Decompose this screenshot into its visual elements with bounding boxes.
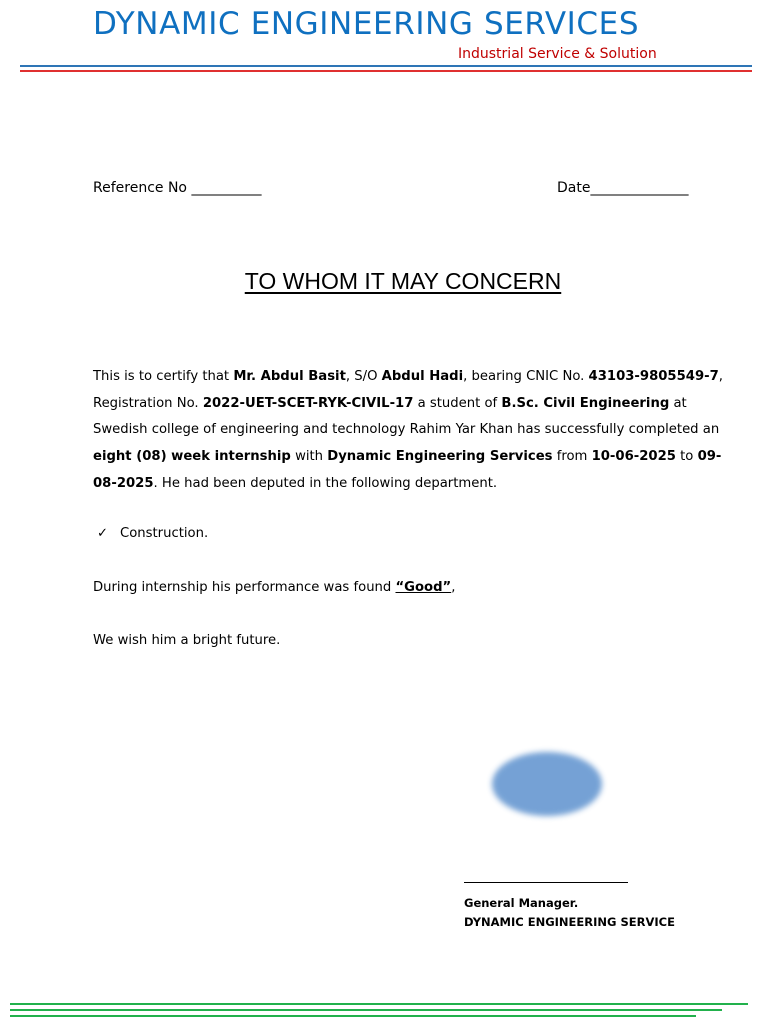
performance-statement: During internship his performance was found “Good”,: [93, 580, 456, 595]
document-heading: TO WHOM IT MAY CONCERN: [244, 268, 562, 294]
company-reference: Dynamic Engineering Services: [327, 449, 553, 465]
date-field: [557, 180, 688, 196]
reference-blank: __________: [191, 180, 262, 196]
footer-rule-1: [10, 1003, 748, 1005]
closing-wish: We wish him a bright future.: [93, 633, 281, 648]
company-name: DYNAMIC ENGINEERING SERVICES: [93, 6, 640, 42]
date-label: Date: [557, 180, 591, 196]
reference-label: Reference No: [93, 180, 187, 196]
checkmark-icon: ✓: [97, 526, 109, 541]
program-name: B.Sc. Civil Engineering: [501, 395, 670, 411]
footer-rule-2: [10, 1009, 722, 1011]
footer-rule-3: [10, 1015, 696, 1017]
reference-number: [93, 180, 261, 196]
signatory-title: General Manager.: [464, 896, 579, 910]
internship-duration: eight (08) week internship: [93, 449, 291, 465]
department-list-item: [97, 526, 208, 541]
signatory-organization: DYNAMIC ENGINEERING SERVICE: [464, 915, 675, 929]
blurred-stamp: [492, 752, 602, 816]
signature-line: [464, 882, 628, 883]
header-rule-blue: [20, 65, 752, 67]
department-name: Construction.: [120, 526, 209, 541]
start-date: 10-06-2025: [591, 449, 676, 465]
end-date: 09-08-2025: [93, 449, 722, 491]
certificate-paragraph: This is to certify that Mr. Abdul Basit, S/O Abdul Hadi, bearing CNIC No. 43103-9805549-7, Registration No. 2022-UET-SCET-RYK-CIVIL-17 a student of B.Sc. Civil Engineering at Swedish college of engineering and technology Rahim Yar Khan has successfully completed an eight (08) week internship with Dynamic Engineering Services from 10-06-2025 to 09-08-2025. He had been deputed in the following department.: [93, 369, 723, 491]
registration-number: 2022-UET-SCET-RYK-CIVIL-17: [202, 395, 414, 411]
performance-rating: “Good”: [395, 580, 452, 595]
cnic-number: 43103-9805549-7: [588, 369, 719, 384]
company-tagline: Industrial Service & Solution: [458, 46, 657, 62]
father-name: Abdul Hadi: [381, 369, 464, 384]
date-blank: ______________: [590, 180, 689, 196]
header-rule-red: [20, 70, 752, 72]
student-name: Mr. Abdul Basit: [233, 369, 346, 384]
